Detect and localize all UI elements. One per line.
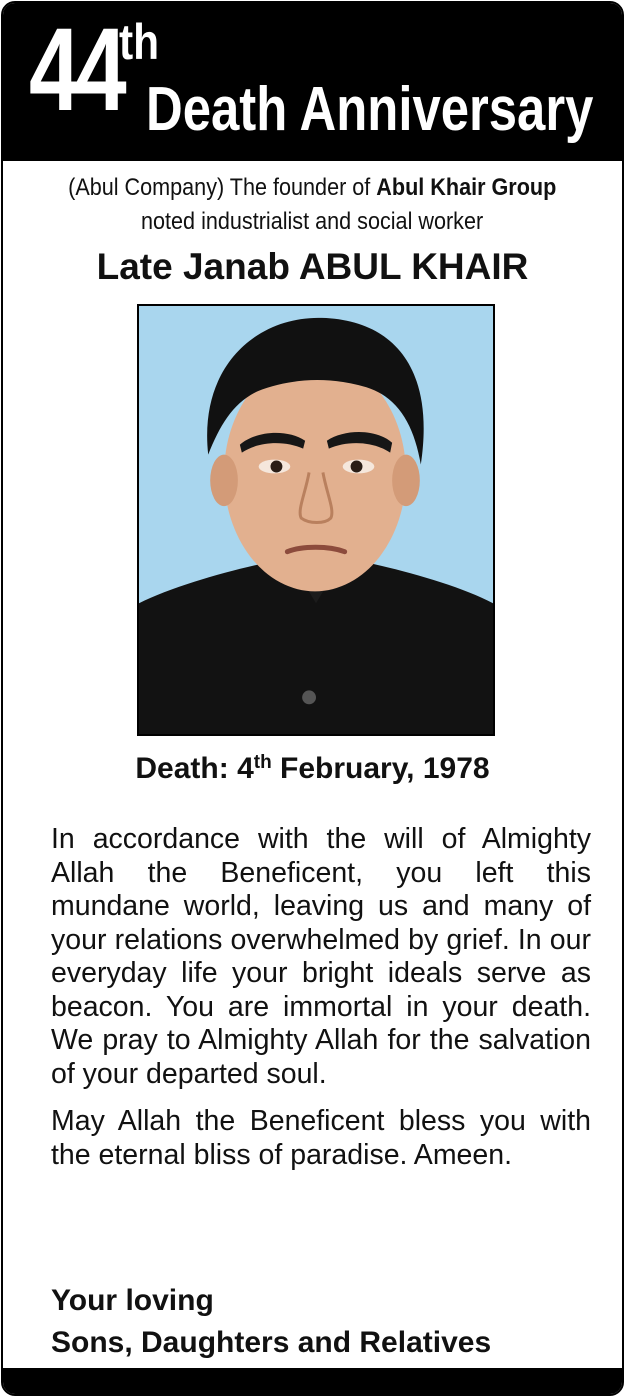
- footer-bar: [3, 1368, 622, 1394]
- intro-line-1: [68, 171, 556, 205]
- message-paragraph-2: May Allah the Beneficent bless you with the eternal bliss of paradise. Ameen.: [51, 1105, 591, 1171]
- anniversary-ordinal: th: [119, 14, 160, 70]
- company-name: Abul Khair Group: [376, 174, 557, 201]
- death-date: [3, 747, 622, 791]
- portrait-photo: [137, 304, 495, 736]
- death-label: Death: 4: [135, 752, 254, 785]
- death-ordinal: th: [253, 752, 272, 773]
- memorial-message: [51, 823, 591, 1186]
- anniversary-number: 44: [29, 4, 123, 136]
- anniversary-title: Death Anniversary: [146, 75, 594, 144]
- intro-line-2: noted industrialist and social worker: [141, 208, 484, 235]
- intro-text: [3, 171, 622, 239]
- memorial-notice: [1, 1, 624, 1396]
- message-paragraph-1: In accordance with the will of Almighty Allah the Beneficent, you left this mundane world, leaving us and many of your relations overwhelmed by grief. In our everyday life your bright ideals serve as beacon. You are immortal in your death. We pray to Almighty Allah for the salvation of your departed soul.: [51, 823, 591, 1090]
- portrait-illustration: [139, 306, 493, 734]
- signature-line-2: Sons, Daughters and Relatives: [51, 1326, 492, 1359]
- death-date-value: February, 1978: [271, 752, 490, 785]
- deceased-name: Late Janab ABUL KHAIR: [96, 246, 529, 287]
- header-banner: [3, 3, 622, 161]
- intro-founder-text: (Abul Company) The founder of: [68, 174, 377, 201]
- signature: [51, 1280, 491, 1364]
- signature-line-1: Your loving: [51, 1284, 214, 1317]
